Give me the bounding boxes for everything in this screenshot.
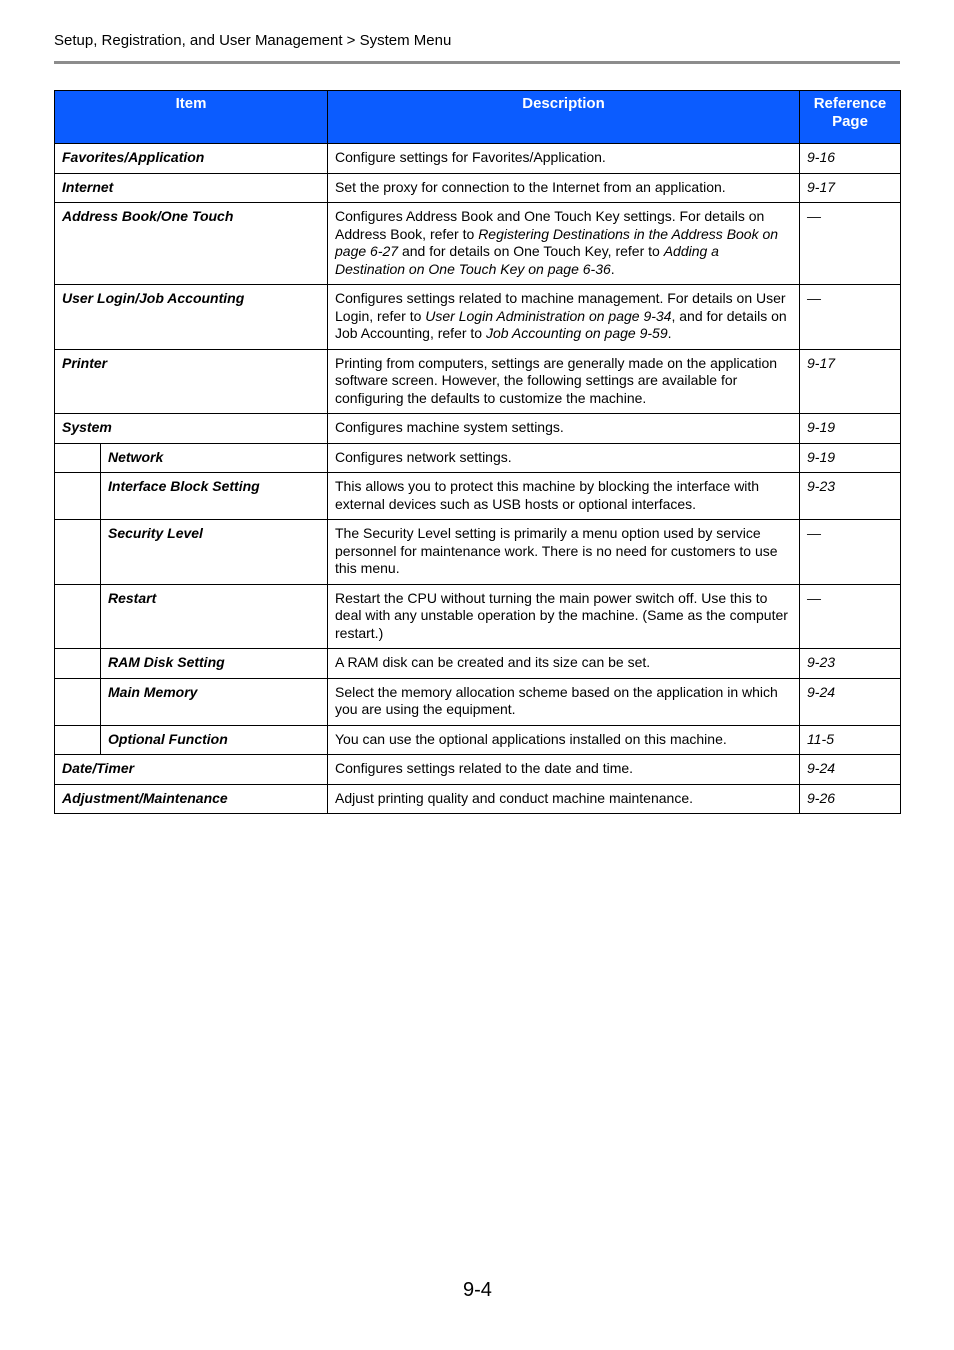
item-description: Restart the CPU without turning the main power switch off. Use this to deal with any unstable operation by the machine. (Same as the computer restart.)	[328, 584, 800, 649]
item-description: Select the memory allocation scheme based on the application in which you are using the equipment.	[328, 678, 800, 725]
table-row	[55, 784, 901, 814]
page-number: 9-4	[463, 1279, 492, 1301]
item-name: Restart	[101, 584, 328, 649]
description-text: .	[610, 260, 615, 277]
reference-page: —	[800, 203, 901, 285]
indent-cell	[55, 520, 101, 585]
item-description: Set the proxy for connection to the Internet from an application.	[328, 173, 800, 203]
table-row	[55, 584, 901, 649]
item-name: System	[55, 414, 328, 444]
column-header-reference: Reference Page	[800, 91, 901, 144]
reference-page: 9-17	[800, 349, 901, 414]
reference-page: 9-23	[800, 473, 901, 520]
description-text: Configures Address Book and One Touch Key settings. For details on Address Book, refer to	[335, 208, 765, 242]
item-name: RAM Disk Setting	[101, 649, 328, 679]
item-name: Network	[101, 443, 328, 473]
reference-page: 9-24	[800, 678, 901, 725]
table-row	[55, 144, 901, 174]
reference-page: —	[800, 285, 901, 350]
item-description	[328, 285, 800, 350]
description-text: .	[667, 325, 672, 341]
item-description: Configures network settings.	[328, 443, 800, 473]
item-description: Configures settings related to the date and time.	[328, 755, 800, 785]
cross-reference: Job Accounting on page 9-59	[485, 325, 668, 341]
item-name: Internet	[55, 173, 328, 203]
item-name: User Login/Job Accounting	[55, 285, 328, 350]
table-row	[55, 473, 901, 520]
cross-reference: Registering Destinations in the Address Book on page 6-27	[335, 225, 779, 259]
indent-cell	[55, 443, 101, 473]
item-description: A RAM disk can be created and its size can be set.	[328, 649, 800, 679]
item-description: This allows you to protect this machine by blocking the interface with external devices such as USB hosts or optional interfaces.	[328, 473, 800, 520]
table-row	[55, 443, 901, 473]
indent-cell	[55, 725, 101, 755]
system-menu-table	[54, 90, 901, 814]
item-description: Printing from computers, settings are generally made on the application software screen. However, the following settings are available for configuring the defaults to customize the machine.	[328, 349, 800, 414]
table-header-row	[55, 91, 901, 144]
item-description: Configure settings for Favorites/Application.	[328, 144, 800, 174]
reference-page: 9-24	[800, 755, 901, 785]
item-name: Printer	[55, 349, 328, 414]
reference-page: 9-17	[800, 173, 901, 203]
item-description: You can use the optional applications installed on this machine.	[328, 725, 800, 755]
table-row	[55, 414, 901, 444]
indent-cell	[55, 649, 101, 679]
item-description	[328, 203, 800, 285]
reference-page: —	[800, 520, 901, 585]
indent-cell	[55, 584, 101, 649]
item-name: Main Memory	[101, 678, 328, 725]
reference-page: 9-19	[800, 443, 901, 473]
indent-cell	[55, 473, 101, 520]
reference-page: 9-16	[800, 144, 901, 174]
description-text: , and for details on Job Accounting, refer to	[335, 307, 787, 341]
table-row	[55, 349, 901, 414]
table-row	[55, 520, 901, 585]
description-text: and for details on One Touch Key, refer to	[398, 243, 664, 259]
table-row	[55, 678, 901, 725]
reference-page: 9-23	[800, 649, 901, 679]
table-row	[55, 173, 901, 203]
item-name: Date/Timer	[55, 755, 328, 785]
item-description: Configures machine system settings.	[328, 414, 800, 444]
column-header-item: Item	[55, 91, 328, 144]
item-name: Interface Block Setting	[101, 473, 328, 520]
reference-page: 9-26	[800, 784, 901, 814]
table-row	[55, 725, 901, 755]
table-row	[55, 285, 901, 350]
item-name: Optional Function	[101, 725, 328, 755]
header-divider	[54, 61, 900, 64]
column-header-description: Description	[328, 91, 800, 144]
item-name: Security Level	[101, 520, 328, 585]
cross-reference: User Login Administration on page 9-34	[425, 307, 672, 324]
item-name: Adjustment/Maintenance	[55, 784, 328, 814]
breadcrumb: Setup, Registration, and User Management > System Menu	[54, 32, 452, 49]
table-row	[55, 755, 901, 785]
reference-page: 11-5	[800, 725, 901, 755]
table-row	[55, 649, 901, 679]
item-name: Address Book/One Touch	[55, 203, 328, 285]
reference-page: —	[800, 584, 901, 649]
description-text: Configures settings related to machine management. For details on User Login, refer to	[335, 290, 786, 324]
table-row	[55, 203, 901, 285]
reference-page: 9-19	[800, 414, 901, 444]
item-description: The Security Level setting is primarily a menu option used by service personnel for maintenance work. There is no need for customers to use this menu.	[328, 520, 800, 585]
cross-reference: Adding a Destination on One Touch Key on page 6-36	[335, 243, 719, 277]
item-name: Favorites/Application	[55, 144, 328, 174]
item-description: Adjust printing quality and conduct machine maintenance.	[328, 784, 800, 814]
indent-cell	[55, 678, 101, 725]
